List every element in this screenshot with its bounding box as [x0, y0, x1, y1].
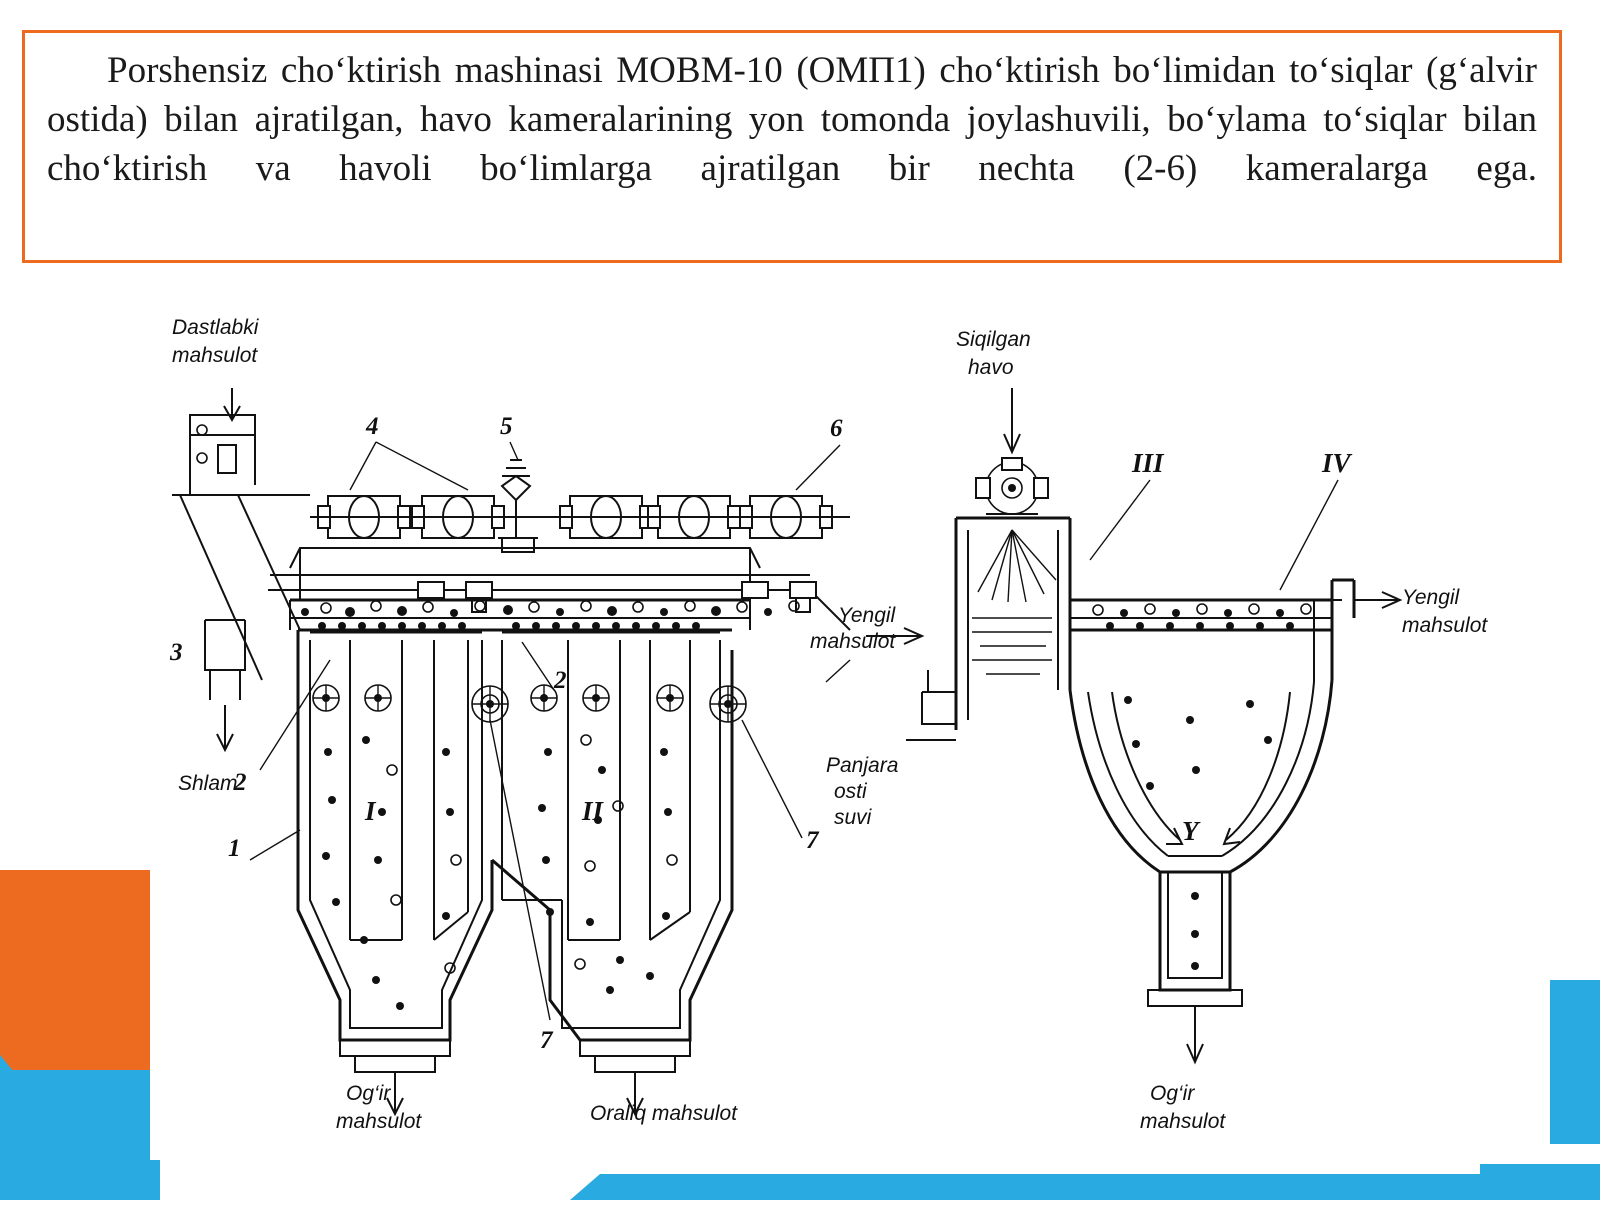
title-box — [22, 30, 1562, 263]
label-heavy-left-line1: Og‘ir — [346, 1082, 391, 1105]
under-grate-water-outlet — [906, 670, 956, 740]
label-undergrate-line3: suvi — [834, 806, 872, 829]
label-light-right-line1: Yengil — [1402, 586, 1460, 609]
label-light-left-line1: Yengil — [838, 604, 896, 627]
label-heavy-right-line1: Og‘ir — [1150, 1082, 1195, 1105]
callout-7b: 7 — [806, 827, 819, 854]
feed-inlet-group — [172, 388, 310, 750]
schematic-svg — [150, 300, 1550, 1160]
air-chamber-right — [956, 518, 1070, 730]
label-heavy-left-line2: mahsulot — [336, 1110, 422, 1133]
bed-layer — [310, 622, 720, 632]
drive-rollers-group — [310, 460, 850, 552]
label-compressed-air-line1: Siqilgan — [956, 328, 1031, 351]
callout-7a: 7 — [540, 1027, 553, 1054]
chamber-V: Y — [1182, 816, 1199, 846]
separation-vessel-right — [1070, 580, 1354, 1062]
label-light-left-line2: mahsulot — [810, 630, 896, 653]
slide-title-paragraph: Porshensiz cho‘ktirish mashinasi MOBM-10 (ОМП1) cho‘ktirish bo‘limidan to‘siqlar (g‘alvir ostida) bilan ajratilgan, havo kameralarining yon tomonda joylashuvili, bo‘ylama to‘siqlar bilan cho‘ktirish va havoli bo‘limlarga ajratilgan bir nechta (2-6) kameralarga ega. — [47, 50, 1537, 189]
callout-4: 4 — [366, 413, 379, 440]
label-light-right-line2: mahsulot — [1402, 614, 1488, 637]
callout-6: 6 — [830, 415, 843, 442]
blower-group — [976, 388, 1048, 514]
chamber-IV: IV — [1322, 448, 1351, 478]
chamber-III: III — [1132, 448, 1164, 478]
callout-leaders-top — [350, 442, 840, 490]
chamber-wheels — [313, 685, 746, 722]
label-compressed-air-line2: havo — [968, 356, 1014, 379]
callout-1: 1 — [228, 835, 241, 862]
sedimentation-tank-body — [298, 630, 732, 1040]
callout-2a: 2 — [234, 769, 247, 796]
callout-3: 3 — [170, 639, 183, 666]
suspension-particles — [322, 735, 677, 1010]
chamber-II: II — [582, 796, 604, 826]
label-undergrate-line1: Panjara — [826, 754, 899, 777]
label-undergrate-line2: osti — [834, 780, 867, 803]
chamber-partitions — [350, 640, 690, 940]
label-slime: Shlam — [178, 772, 238, 795]
light-left-leader — [826, 660, 850, 682]
label-feed-line2: mahsulot — [172, 344, 258, 367]
chamber-I: I — [365, 796, 376, 826]
callout-5: 5 — [500, 413, 513, 440]
right-callout-leaders — [1090, 480, 1338, 590]
label-feed-line1: Dastlabki — [172, 316, 259, 339]
linkage-boxes — [418, 582, 816, 612]
label-heavy-right-line2: mahsulot — [1140, 1110, 1226, 1133]
screen-perforations — [301, 601, 799, 617]
light-product-right-outlet — [1354, 592, 1400, 608]
label-intermediate-product: Oraliq mahsulot — [590, 1102, 738, 1125]
chamber-II-marker — [613, 801, 623, 811]
machine-schematic-figure — [150, 300, 1550, 1160]
callout-2b: 2 — [554, 667, 567, 694]
